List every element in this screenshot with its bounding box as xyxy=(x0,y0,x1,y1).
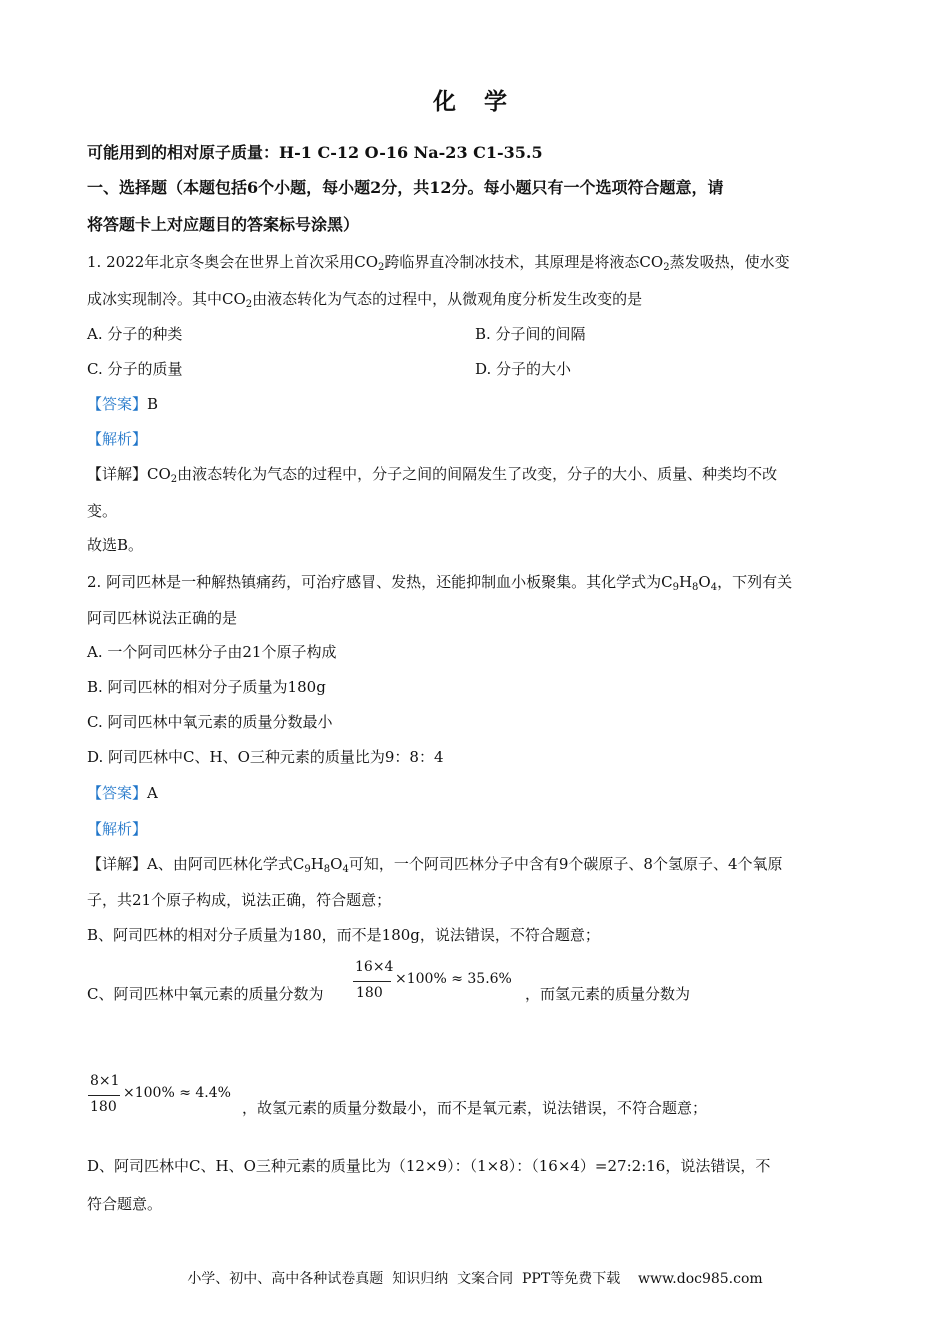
q2-detail-c-text: C、阿司匹林中氧元素的质量分数为 xyxy=(87,985,324,1003)
q2-stem-line2: 阿司匹林说法正确的是 xyxy=(87,609,238,627)
page-footer: 小学、初中、高中各种试卷真题 知识归纳 文案合同 PPT等免费下载 www.doc985.com xyxy=(187,1271,763,1287)
q2-detail-a-line1: 【详解】A、由阿司匹林化学式$C_9H_8O_4$可知，一个阿司匹林分子中含有9个碳原子、8个氢原子、4个氧原 xyxy=(87,855,783,875)
q1-choose: 故选B。 xyxy=(87,536,144,554)
answer-tag: 【答案】 xyxy=(87,395,148,413)
fraction-bar xyxy=(88,1095,120,1096)
q2-analysis-tag: 【解析】 xyxy=(87,820,148,838)
fraction-numerator: 16×4 xyxy=(355,959,394,975)
oxygen-fraction-formula xyxy=(353,959,528,1007)
q2-option-a: A. 一个阿司匹林分子由21个原子构成 xyxy=(87,643,337,661)
q1-option-a: A. 分子的种类 xyxy=(87,325,183,343)
atomic-masses-line: 可能用到的相对原子质量：H-1 C-12 O-16 Na-23 C1-35.5 xyxy=(87,143,543,162)
q1-detail-line1: 【详解】$CO_2$由液态转化为气态的过程中，分子之间的间隔发生了改变，分子的大小、质量、种类均不改 xyxy=(87,465,778,485)
answer-tag: 【答案】 xyxy=(87,784,148,802)
q1-analysis-tag: 【解析】 xyxy=(87,430,148,448)
q1-option-c: C. 分子的质量 xyxy=(87,360,183,378)
q1-option-d: D. 分子的大小 xyxy=(475,360,572,378)
q1-answer: 【答案】B xyxy=(87,395,159,413)
q2-detail-c-after: ，而氢元素的质量分数为 xyxy=(525,985,691,1003)
fraction-denominator: 180 xyxy=(90,1099,117,1115)
q2-detail-h-after: ，故氢元素的质量分数最小，而不是氧元素，说法错误，不符合题意； xyxy=(242,1099,708,1117)
fraction-numerator: 8×1 xyxy=(90,1073,120,1089)
q1-stem-line2: 成冰实现制冷。其中$CO_2$由液态转化为气态的过程中，从微观角度分析发生改变的是 xyxy=(87,290,643,310)
q1-option-b: B. 分子间的间隔 xyxy=(475,325,586,343)
fraction-tail: ×100% ≈ 4.4% xyxy=(123,1085,231,1101)
hydrogen-fraction-formula xyxy=(88,1073,243,1119)
q2-detail-d-line1: D、阿司匹林中C、H、O三种元素的质量比为（12×9）：（1×8）：（16×4）=27:2:16，说法错误，不 xyxy=(87,1157,771,1175)
q2-detail-b: B、阿司匹林的相对分子质量为180，而不是180g，说法错误，不符合题意； xyxy=(87,926,600,944)
q2-stem-line1: 2. 阿司匹林是一种解热镇痛药，可治疗感冒、发热，还能抑制血小板聚集。其化学式为$C_9H_8O_4$，下列有关 xyxy=(87,573,793,593)
q2-option-d: D. 阿司匹林中C、H、O三种元素的质量比为9：8：4 xyxy=(87,748,444,766)
q2-detail-d-line2: 符合题意。 xyxy=(87,1195,163,1213)
fraction-bar xyxy=(353,981,391,982)
fraction-denominator: 180 xyxy=(356,985,383,1001)
q2-option-c: C. 阿司匹林中氧元素的质量分数最小 xyxy=(87,713,333,731)
fraction-tail: ×100% ≈ 35.6% xyxy=(395,971,512,987)
section-heading-line2: 将答题卡上对应题目的答案标号涂黑） xyxy=(87,215,360,234)
q2-detail-a-line2: 子，共21个原子构成，说法正确，符合题意； xyxy=(87,891,392,909)
q1-detail-line2: 变。 xyxy=(87,502,118,520)
section-heading-line1: 一、选择题（本题包括6个小题，每小题2分，共12分。每小题只有一个选项符合题意，请 xyxy=(87,178,724,197)
page-title: 化 学 xyxy=(432,88,517,115)
q2-option-b: B. 阿司匹林的相对分子质量为180g xyxy=(87,678,326,696)
q1-stem-line1: 1. 2022年北京冬奥会在世界上首次采用$CO_2$跨临界直冷制冰技术，其原理是将液态$CO_2$蒸发吸热，使水变 xyxy=(87,253,790,273)
q2-answer: 【答案】A xyxy=(87,784,158,802)
